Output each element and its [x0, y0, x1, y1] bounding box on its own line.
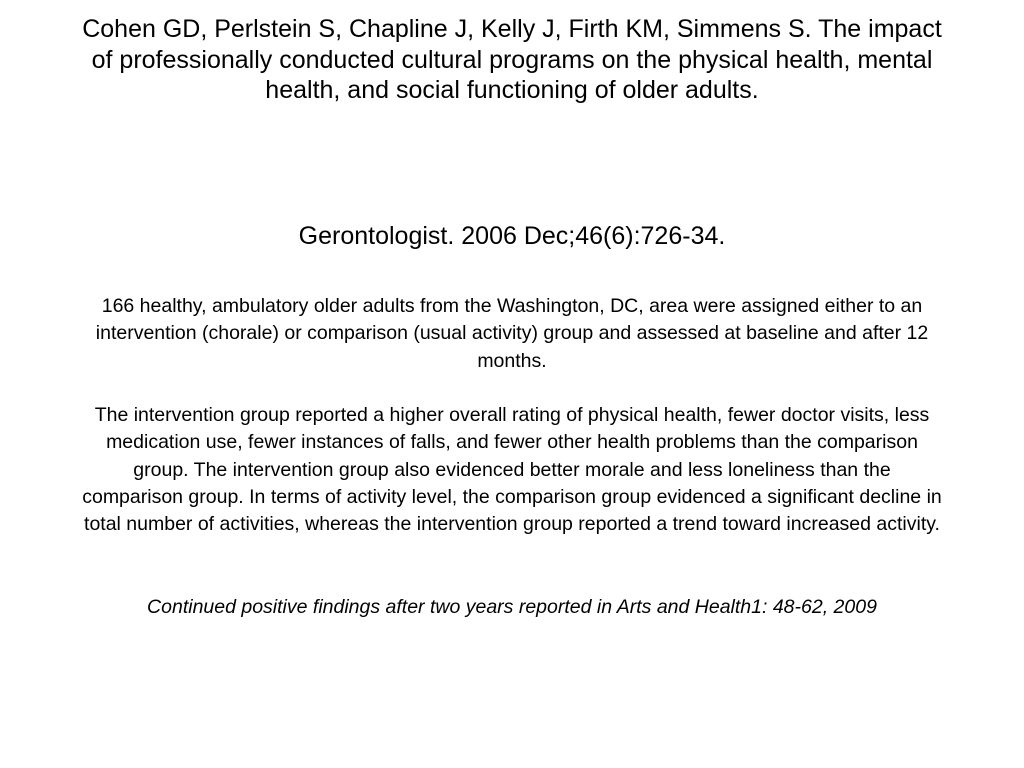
study-design-paragraph: 166 healthy, ambulatory older adults from the Washington, DC, area were assigned either to an intervention (chorale) or comparison (usual activity) group and assessed at baseline and after 12 months. [95, 295, 929, 372]
citation-title: Cohen GD, Perlstein S, Chapline J, Kelly J, Firth KM, Simmens S. The impact of professionally conducted cultural programs on the physical health, mental health, and social functioning of older adults. [82, 15, 942, 104]
follow-up-note: Continued positive findings after two years reported in Arts and Health1: 48-62, 2009 [147, 596, 877, 618]
study-results-paragraph: The intervention group reported a higher overall rating of physical health, fewer doctor visits, less medication use, fewer instances of falls, and fewer other health problems than the comparison group. The intervention group also evidenced better morale and less loneliness than the comparison group. In terms of activity level, the comparison group evidenced a significant decline in total number of activities, whereas the intervention group reported a trend toward increased activity. [82, 404, 942, 536]
journal-reference: Gerontologist. 2006 Dec;46(6):726-34. [298, 222, 726, 250]
